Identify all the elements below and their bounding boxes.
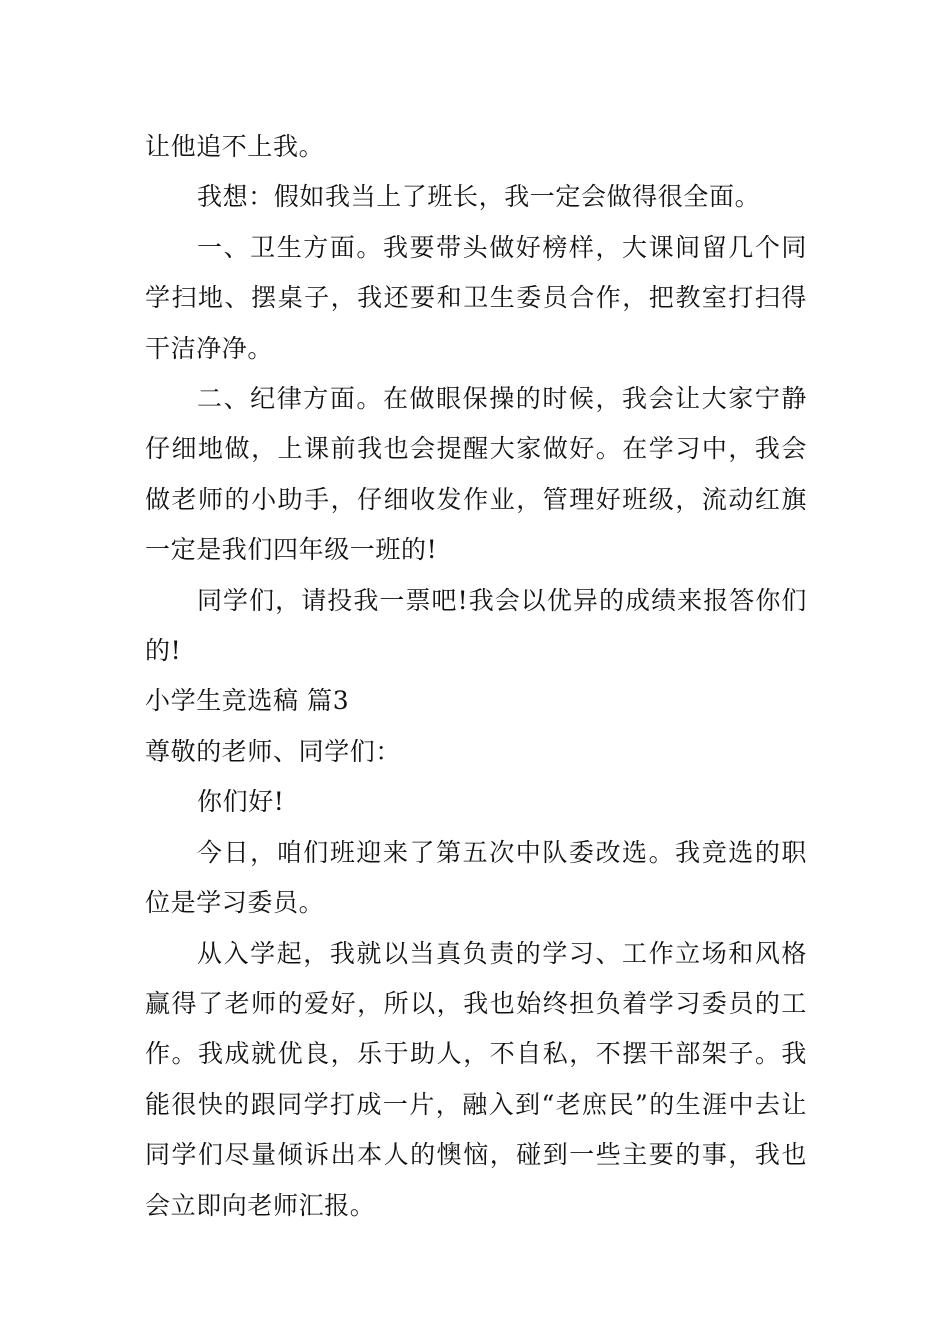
section-heading: 小学生竞选稿 篇3 <box>145 686 350 716</box>
greeting: 你们好! <box>197 787 285 817</box>
paragraph-10: 从入学起，我就以当真负责的学习、工作立场和风格赢得了老师的爱好，所以，我也始终担负着学习委员的工作。我成就优良，乐于助人，不自私，不摆干部架子。我能很快的跟同学打成一片，融入到“老庶民”的生涯中去让同学们尽量倾诉出本人的懊恼，碰到一些主要的事，我也会立即向老师汇报。 <box>145 938 807 1220</box>
paragraph-9: 今日，咱们班迎来了第五次中队委改选。我竞选的职位是学习委员。 <box>145 837 807 918</box>
document-body <box>145 122 807 1231</box>
paragraph-4: 二、纪律方面。在做眼保操的时候，我会让大家宁静仔细地做，上课前我也会提醒大家做好。在学习中，我会做老师的小助手，仔细收发作业，管理好班级，流动红旗一定是我们四年级一班的! <box>145 384 807 565</box>
paragraph-3: 一、卫生方面。我要带头做好榜样，大课间留几个同学扫地、摆桌子，我还要和卫生委员合作，把教室打扫得干洁净净。 <box>145 232 807 363</box>
paragraph-5: 同学们，请投我一票吧!我会以优异的成绩来报答你们的! <box>145 585 807 666</box>
paragraph-1: 让他追不上我。 <box>145 132 325 161</box>
salutation: 尊敬的老师、同学们： <box>145 736 402 766</box>
paragraph-2: 我想：假如我当上了班长，我一定会做得很全面。 <box>197 182 761 212</box>
